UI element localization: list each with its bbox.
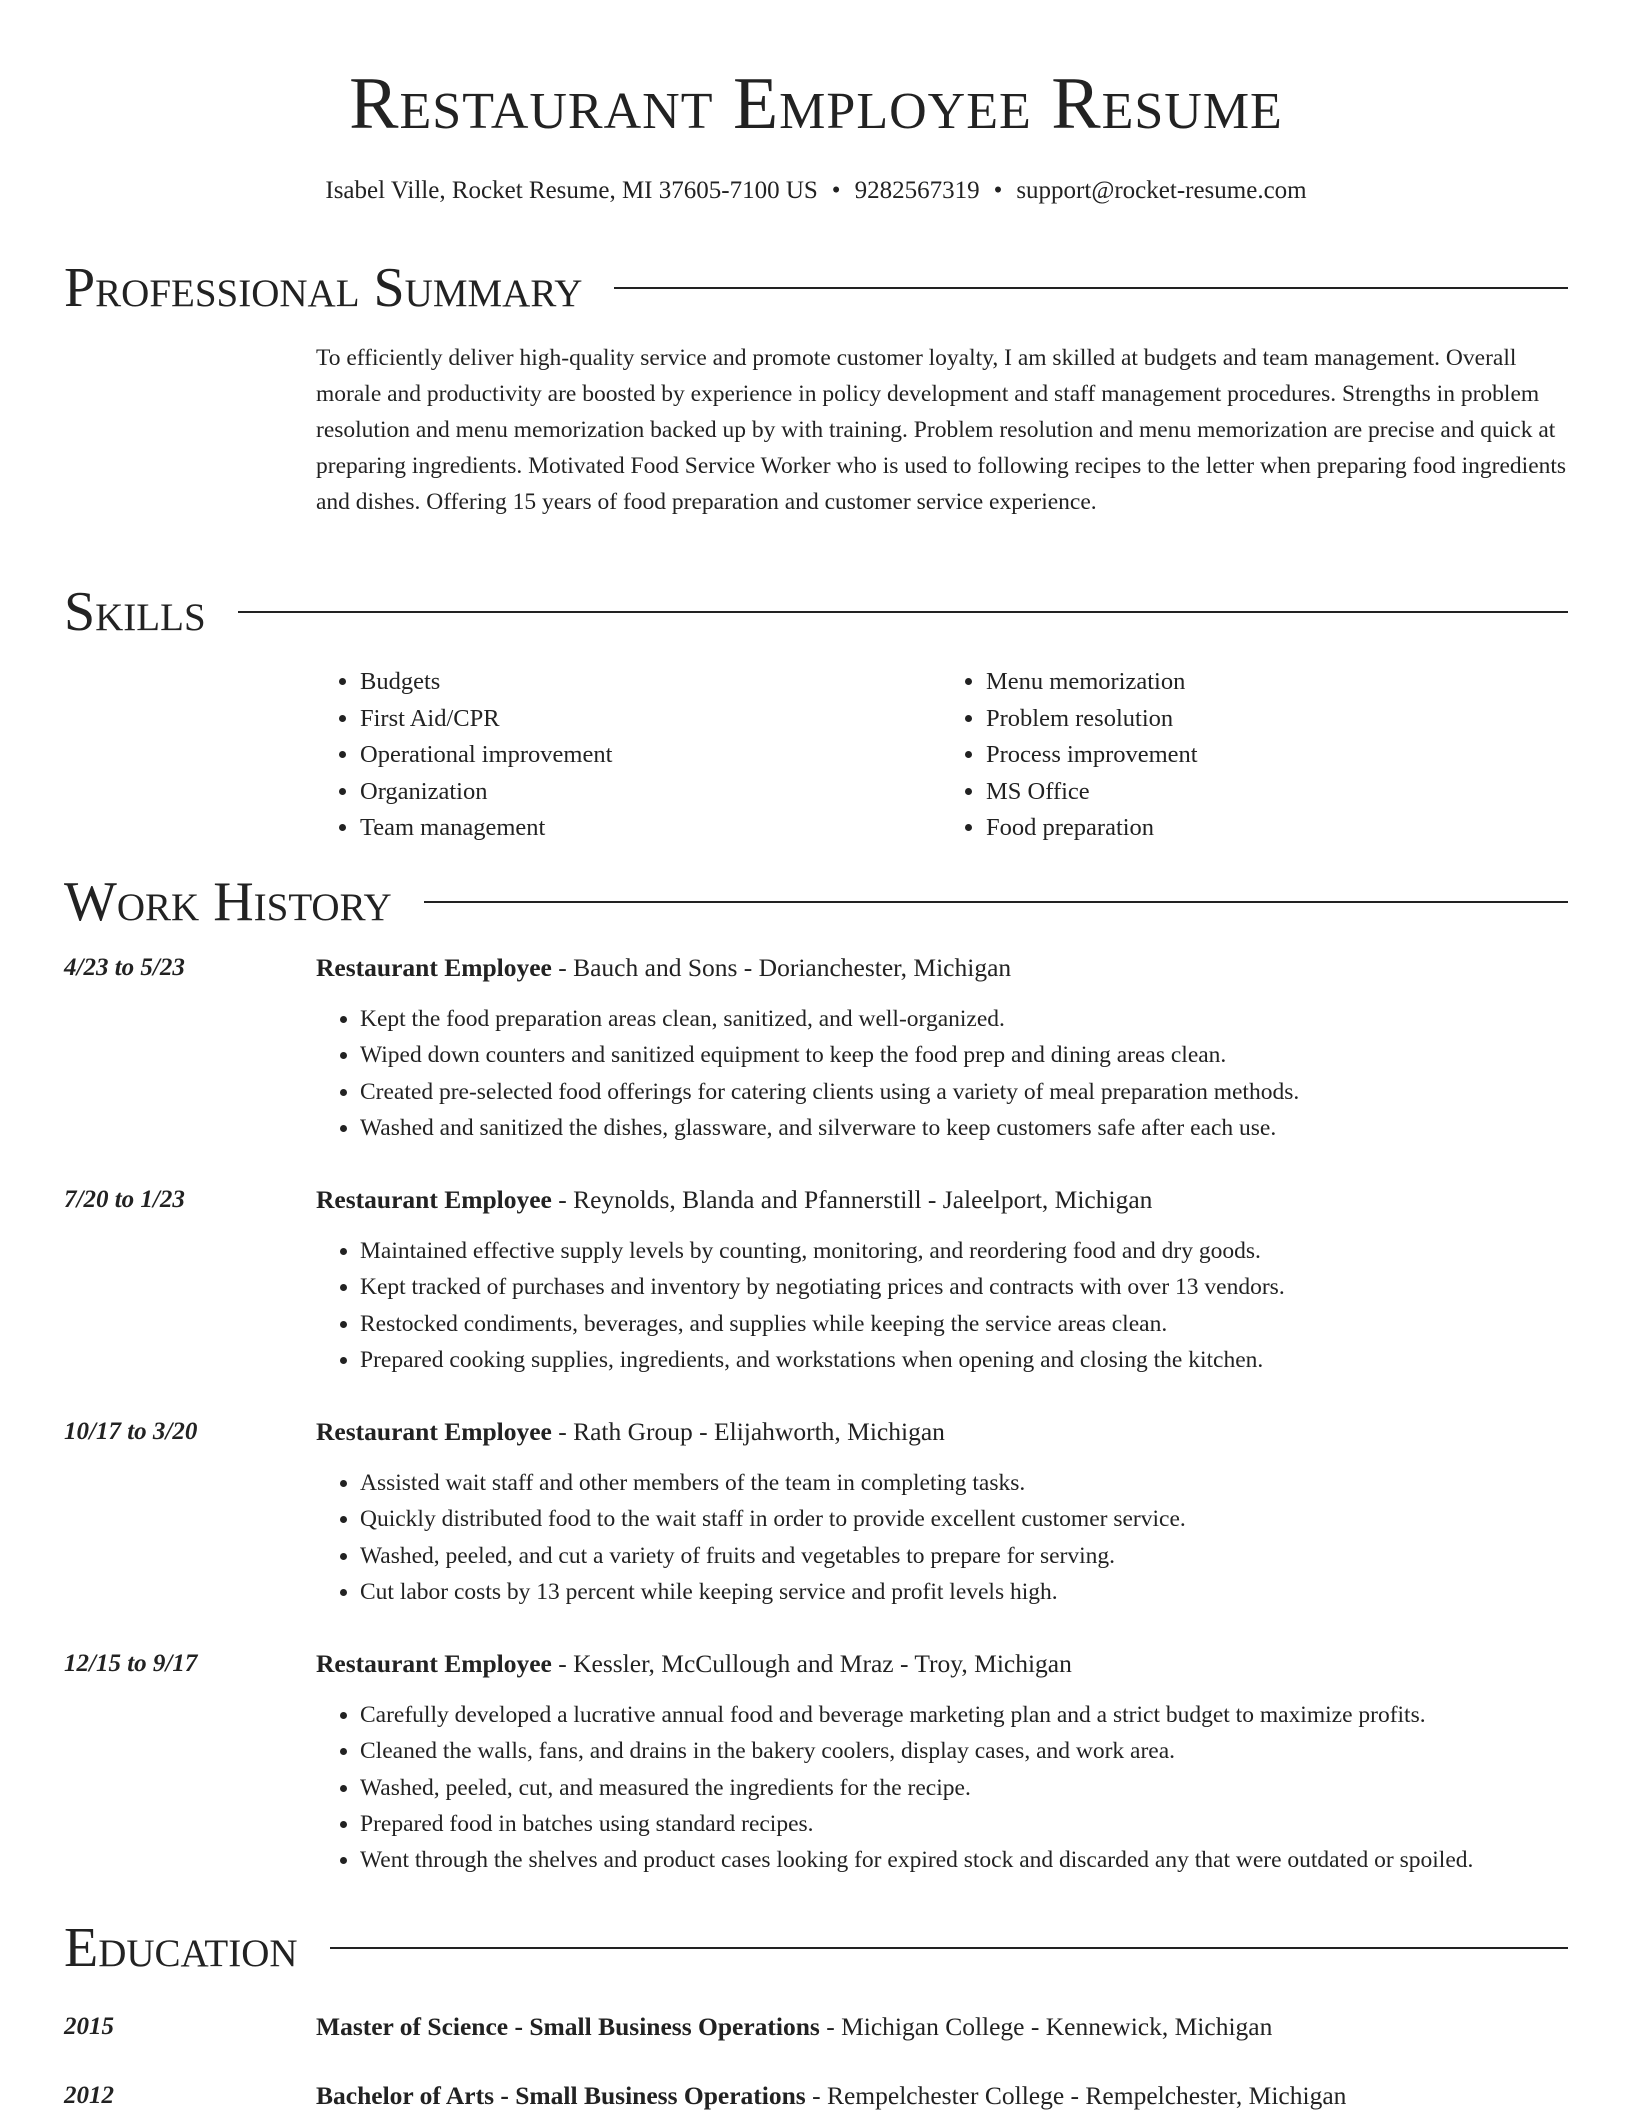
job-bullets xyxy=(316,1001,1612,1146)
job-bullet: • Created pre-selected food offerings for catering clients using a variety of meal preparation methods. xyxy=(360,1074,1612,1110)
job-bullet: • Maintained effective supply levels by counting, monitoring, and reordering food and dry goods. xyxy=(360,1233,1612,1269)
resume-title: Restaurant Employee Resume xyxy=(349,63,1283,145)
skill-item: • Process improvement xyxy=(986,737,1568,774)
education-year: 2012 xyxy=(64,2082,114,2109)
job-bullet: • Washed, peeled, cut, and measured the ingredients for the recipe. xyxy=(360,1770,1612,1806)
job-bullet: • Quickly distributed food to the wait staff in order to provide excellent customer service. xyxy=(360,1501,1612,1537)
job-title: Restaurant Employee xyxy=(316,1649,552,1678)
summary-heading-text: Professional Summary xyxy=(64,257,583,319)
job-bullet: • Washed, peeled, and cut a variety of fruits and vegetables to prepare for serving. xyxy=(360,1538,1612,1574)
job-bullet: • Assisted wait staff and other members of the team in completing tasks. xyxy=(360,1465,1612,1501)
job-bullet: • Cleaned the walls, fans, and drains in the bakery coolers, display cases, and work area. xyxy=(360,1733,1612,1769)
skill-item: • Food preparation xyxy=(986,810,1568,847)
skills-heading xyxy=(64,577,1568,647)
contact-line xyxy=(0,174,1632,208)
job-bullet: • Wiped down counters and sanitized equipment to keep the food prep and dining areas clean. xyxy=(360,1037,1612,1073)
skills-heading-text: Skills xyxy=(64,581,206,643)
contact-phone: 9282567319 xyxy=(854,177,980,204)
job-heading xyxy=(316,1647,1072,1681)
job-details: - Kessler, McCullough and Mraz - Troy, Michigan xyxy=(551,1649,1072,1678)
education-entry xyxy=(64,2079,1568,2113)
job-bullet: • Went through the shelves and product cases looking for expired stock and discarded any that were outdated or spoiled. xyxy=(360,1842,1612,1878)
section-divider xyxy=(614,287,1568,289)
education-year: 2015 xyxy=(64,2013,114,2040)
job-bullet: • Prepared cooking supplies, ingredients, and workstations when opening and closing the kitchen. xyxy=(360,1342,1612,1378)
job-bullet: • Carefully developed a lucrative annual food and beverage marketing plan and a strict budget to maximize profits. xyxy=(360,1697,1612,1733)
job-dates: 12/15 to 9/17 xyxy=(64,1650,198,1677)
job-heading xyxy=(316,1415,945,1449)
skill-item: • First Aid/CPR xyxy=(360,701,942,738)
education-degree: Master of Science - Small Business Operations xyxy=(316,2012,820,2041)
summary-text: To efficiently deliver high-quality service and promote customer loyalty, I am skilled at budgets and team management. Overall morale and productivity are boosted by experience in policy development and staff management procedures. Strengths in problem resolution and menu memorization backed up by with training. Problem resolution and menu memorization are precise and quick at preparing ingredients. Motivated Food Service Worker who is used to following recipes to the letter when preparing food ingredients and dishes. Offering 15 years of food preparation and customer service experience. xyxy=(316,345,1567,515)
skill-item: • Team management xyxy=(360,810,942,847)
work-history-heading-text: Work History xyxy=(64,871,392,933)
skills-column-right xyxy=(942,664,1568,847)
skill-item: • Operational improvement xyxy=(360,737,942,774)
skills-column-left xyxy=(316,664,942,847)
job-bullet: • Cut labor costs by 13 percent while keeping service and profit levels high. xyxy=(360,1574,1612,1610)
job-title: Restaurant Employee xyxy=(316,1185,552,1214)
skill-item: • Menu memorization xyxy=(986,664,1568,701)
contact-email: support@rocket-resume.com xyxy=(1016,177,1307,204)
skill-item: • Organization xyxy=(360,774,942,811)
job-dates: 4/23 to 5/23 xyxy=(64,954,185,981)
section-divider xyxy=(330,1947,1568,1949)
job-bullet: • Prepared food in batches using standard recipes. xyxy=(360,1806,1612,1842)
job-bullets xyxy=(316,1233,1612,1378)
job-bullet: • Washed and sanitized the dishes, glassware, and silverware to keep customers safe after each use. xyxy=(360,1110,1612,1146)
summary-heading xyxy=(64,253,1568,323)
job-title: Restaurant Employee xyxy=(316,1417,552,1446)
job-bullet: • Kept the food preparation areas clean, sanitized, and well-organized. xyxy=(360,1001,1612,1037)
job-details: - Reynolds, Blanda and Pfannerstill - Jaleelport, Michigan xyxy=(551,1185,1153,1214)
education-entry xyxy=(64,2010,1568,2044)
skills-list xyxy=(316,664,1568,847)
job-bullets xyxy=(316,1465,1612,1610)
job-heading xyxy=(316,1183,1152,1217)
education-heading xyxy=(64,1913,1568,1983)
skill-item: • Problem resolution xyxy=(986,701,1568,738)
job-dates: 10/17 to 3/20 xyxy=(64,1418,198,1445)
job-title: Restaurant Employee xyxy=(316,953,552,982)
job-bullet: • Restocked condiments, beverages, and supplies while keeping the service areas clean. xyxy=(360,1306,1612,1342)
section-divider xyxy=(424,901,1568,903)
skill-item: • MS Office xyxy=(986,774,1568,811)
job-bullets xyxy=(316,1697,1612,1878)
skill-item: • Budgets xyxy=(360,664,942,701)
work-history-heading xyxy=(64,867,1568,937)
job-dates: 7/20 to 1/23 xyxy=(64,1186,185,1213)
education-heading-text: Education xyxy=(64,1917,298,1979)
contact-separator: • xyxy=(993,177,1003,204)
education-heading xyxy=(316,2010,1272,2044)
education-heading xyxy=(316,2079,1346,2113)
education-degree: Bachelor of Arts - Small Business Operations xyxy=(316,2081,806,2110)
job-details: - Bauch and Sons - Dorianchester, Michigan xyxy=(551,953,1012,982)
job-bullet: • Kept tracked of purchases and inventory by negotiating prices and contracts with over 13 vendors. xyxy=(360,1269,1612,1305)
education-details: - Michigan College - Kennewick, Michigan xyxy=(819,2012,1273,2041)
job-heading xyxy=(316,951,1011,985)
job-details: - Rath Group - Elijahworth, Michigan xyxy=(551,1417,945,1446)
education-details: - Rempelchester College - Rempelchester, Michigan xyxy=(805,2081,1347,2110)
section-divider xyxy=(238,611,1568,613)
contact-address: Isabel Ville, Rocket Resume, MI 37605-7100 US xyxy=(325,177,818,204)
contact-separator: • xyxy=(831,177,841,204)
